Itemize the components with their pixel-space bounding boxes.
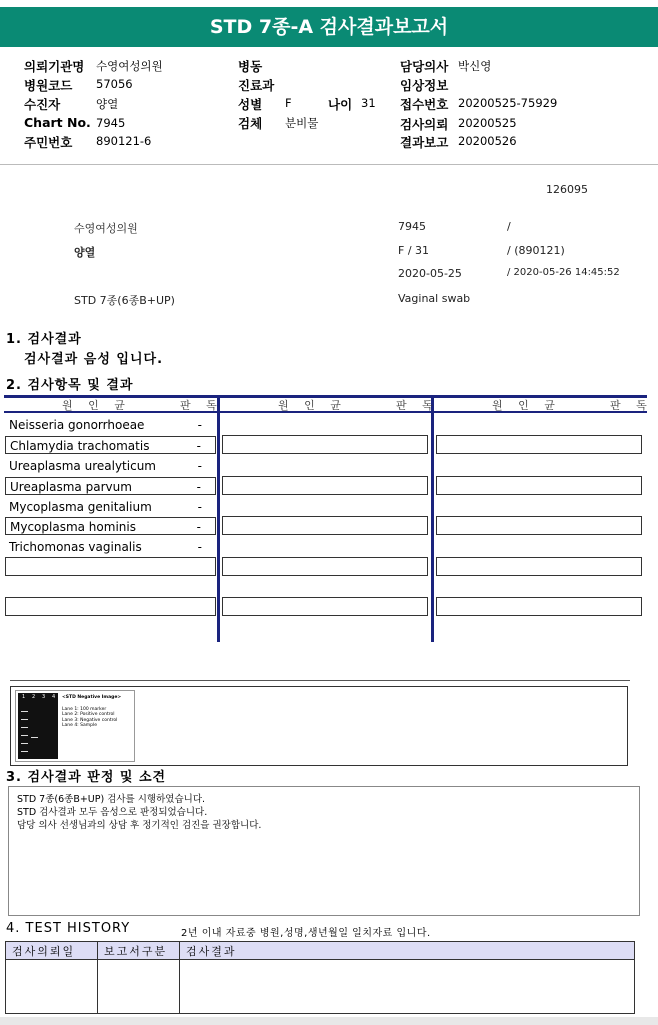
- col-header-organism: 원 인 균: [62, 399, 131, 412]
- opinion-line: STD 7종(6종B+UP) 검사를 시행하였습니다.: [17, 794, 206, 805]
- empty-row: [222, 435, 428, 454]
- label-clinic-name: 의뢰기관명: [24, 59, 85, 74]
- label-receipt-no: 접수번호: [400, 97, 449, 112]
- summary-reported: / 2020-05-26 14:45:52: [507, 267, 620, 278]
- value-clinic-name: 수영여성의원: [96, 59, 163, 73]
- organism-result: -: [197, 540, 202, 554]
- value-specimen: 분비물: [285, 116, 319, 130]
- history-header-row: [6, 942, 634, 960]
- history-col-divider: [179, 942, 180, 1013]
- marker-band: [21, 719, 28, 720]
- summary-chart: 7945: [398, 220, 426, 233]
- summary-slash: /: [507, 220, 511, 233]
- marker-band: [21, 751, 28, 752]
- organism-name: Ureaplasma urealyticum: [9, 459, 156, 473]
- summary-received: 2020-05-25: [398, 267, 462, 280]
- empty-row: [222, 516, 428, 535]
- marker-band: [21, 735, 28, 736]
- empty-row: [436, 476, 642, 495]
- value-patient: 양열: [96, 97, 119, 111]
- history-col-request-date: 검사의뢰일: [12, 945, 76, 958]
- divider: [10, 680, 630, 681]
- organism-name: Mycoplasma hominis: [10, 520, 136, 534]
- summary-patient: 양열: [74, 246, 96, 259]
- summary-clinic: 수영여성의원: [74, 222, 138, 235]
- gel-caption: [62, 695, 121, 729]
- page-footer-band: [0, 1017, 658, 1025]
- empty-row: [436, 435, 642, 454]
- lane-number: 2: [32, 694, 36, 700]
- label-report-date: 결과보고: [400, 135, 449, 150]
- gel-image-box: [10, 686, 628, 766]
- lane-number: 3: [42, 694, 46, 700]
- test-history-table: [5, 941, 635, 1014]
- value-report-date: 20200526: [458, 134, 517, 148]
- organism-name: Neisseria gonorrhoeae: [9, 418, 145, 432]
- empty-row: [436, 516, 642, 535]
- history-col-result: 검사결과: [186, 945, 237, 958]
- table-row: [5, 457, 216, 475]
- label-patient: 수진자: [24, 97, 61, 112]
- gel-caption-line: Lane 2: Positive control: [62, 712, 115, 717]
- label-hospital-code: 병원코드: [24, 78, 73, 93]
- value-age: 31: [361, 96, 376, 110]
- marker-band: [21, 727, 28, 728]
- lane-number: 1: [22, 694, 26, 700]
- empty-row: [436, 597, 642, 616]
- marker-band: [21, 743, 28, 744]
- section-2-title: 2. 검사항목 및 결과: [6, 378, 134, 393]
- organism-name: Trichomonas vaginalis: [9, 540, 142, 554]
- empty-row: [222, 557, 428, 576]
- col-header-organism: 원 인 균: [278, 399, 347, 412]
- opinion-line: 담당 의사 선생님과의 상담 후 정기적인 검진을 권장합니다.: [17, 820, 262, 831]
- empty-row: [436, 557, 642, 576]
- table-row: [5, 538, 216, 556]
- grid-column-divider: [217, 395, 220, 642]
- organism-result: -: [196, 480, 201, 494]
- value-sex: F: [285, 96, 292, 110]
- table-row: [5, 436, 216, 454]
- summary-sex-age: F / 31: [398, 244, 430, 257]
- value-doctor: 박신영: [458, 59, 492, 73]
- marker-band: [21, 711, 28, 712]
- organism-name: Ureaplasma parvum: [10, 480, 132, 494]
- opinion-box: [8, 786, 640, 916]
- label-department: 진료과: [238, 78, 275, 93]
- section-1-title: 1. 검사결과: [6, 332, 82, 347]
- history-col-divider: [97, 942, 98, 1013]
- section-1-result: 검사결과 음성 입니다.: [24, 352, 164, 367]
- gel-lanes: [18, 693, 58, 759]
- value-receipt-no: 20200525-75929: [458, 96, 558, 110]
- summary-code: 126095: [546, 183, 588, 196]
- section-4-title: 4. TEST HISTORY: [6, 921, 131, 936]
- organism-result: -: [196, 439, 201, 453]
- history-note: 2년 이내 자료중 병원,성명,생년월일 일치자료 입니다.: [181, 928, 431, 939]
- value-resident-no: 890121-6: [96, 134, 152, 148]
- value-chart-no: 7945: [96, 116, 126, 130]
- control-band: [31, 737, 38, 738]
- table-row: [5, 498, 216, 516]
- organism-result: -: [197, 459, 202, 473]
- label-request-date: 검사의뢰: [400, 117, 449, 132]
- gel-caption-title: <STD Negative Image>: [62, 695, 122, 700]
- value-hospital-code: 57056: [96, 77, 133, 91]
- label-clinical-info: 임상정보: [400, 78, 449, 93]
- history-col-report-type: 보고서구분: [104, 945, 168, 958]
- gel-electrophoresis-image: [15, 690, 135, 762]
- organism-result: -: [197, 418, 202, 432]
- col-header-organism: 원 인 균: [492, 399, 561, 412]
- label-age: 나이: [328, 97, 353, 112]
- label-resident-no: 주민번호: [24, 135, 73, 150]
- table-row: [5, 416, 216, 434]
- organism-result: -: [196, 520, 201, 534]
- label-ward: 병동: [238, 59, 263, 74]
- patient-info-panel: [0, 48, 658, 165]
- label-chart-no: Chart No.: [24, 115, 91, 130]
- col-header-result: 판 독: [610, 399, 653, 412]
- label-sex: 성별: [238, 97, 263, 112]
- report-title: STD 7종-A 검사결과보고서: [0, 7, 658, 47]
- gel-caption-line: Lane 1: 100 marker: [62, 706, 107, 712]
- organism-name: Chlamydia trachomatis: [10, 439, 150, 453]
- empty-row: [5, 557, 216, 576]
- gel-caption-line: Lane 4: Sample: [62, 723, 97, 728]
- organism-result: -: [197, 500, 202, 514]
- summary-birth: / (890121): [507, 244, 565, 257]
- grid-column-divider: [431, 395, 434, 642]
- col-header-result: 판 독: [396, 399, 439, 412]
- lane-number: 4: [52, 694, 56, 700]
- col-header-result: 판 독: [180, 399, 223, 412]
- empty-row: [222, 476, 428, 495]
- opinion-line: STD 검사결과 모두 음성으로 판정되었습니다.: [17, 807, 208, 818]
- section-3-title: 3. 검사결과 판정 및 소견: [6, 770, 167, 785]
- empty-row: [222, 597, 428, 616]
- summary-specimen: Vaginal swab: [398, 292, 471, 305]
- label-doctor: 담당의사: [400, 59, 449, 74]
- table-row: [5, 517, 216, 535]
- label-specimen: 검체: [238, 116, 263, 131]
- organism-name: Mycoplasma genitalium: [9, 500, 152, 514]
- value-request-date: 20200525: [458, 116, 517, 130]
- empty-row: [5, 597, 216, 616]
- gel-caption-line: Lane 3: Negative control: [62, 717, 118, 723]
- table-row: [5, 477, 216, 495]
- summary-test: STD 7종(6종B+UP): [74, 294, 175, 307]
